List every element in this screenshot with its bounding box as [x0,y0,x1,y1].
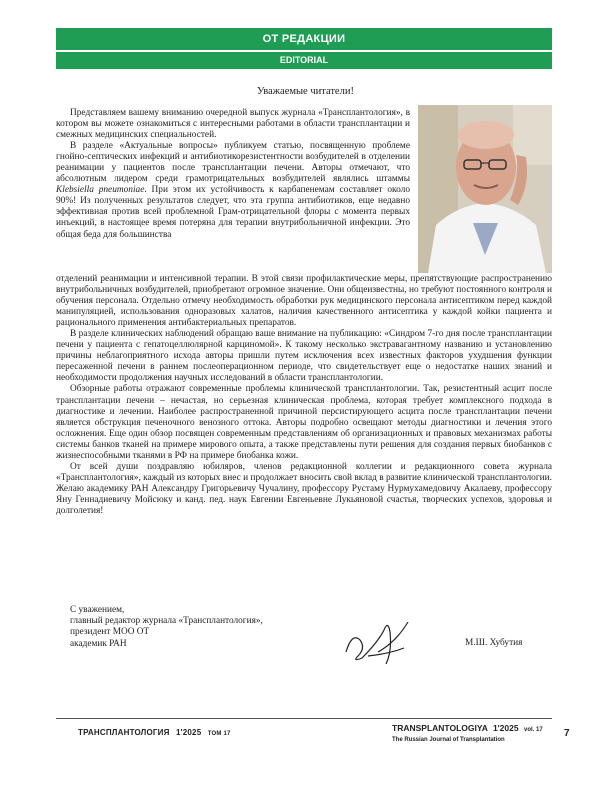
signature-line1: С уважением, [70,605,125,615]
page-number: 7 [564,728,570,739]
greeting: Уважаемые читатели! [257,86,354,97]
paragraph-intro: Представляем вашему вниманию очередной выпуск журнала «Трансплантология», в котором вы можете ознакомиться с интересными работами в области трансплантации и смежных медицинских специальностей. [56,108,410,141]
signature-line4: академик РАН [70,638,127,649]
section-header-ru: ОТ РЕДАКЦИИ [56,28,552,50]
signature-line3: президент МОО ОТ [70,627,150,638]
footer-subtitle: The Russian Journal of Transplantation [392,737,505,743]
footer-left [78,728,231,737]
footer-volume-en: vol. 17 [523,727,543,733]
editor-photo [418,105,552,273]
footer-journal-ru: ТРАНСПЛАНТОЛОГИЯ [78,728,170,737]
footer-journal-en: TRANSPLANTOLOGIYA [392,723,488,733]
paragraph-clinical: В разделе клинических наблюдений обращаю ваше внимание на публикацию: «Синдром 7-го дня после трансплантации печени у пациента с гепатоцеллюлярной карциномой». К такому несколько экстравагантному названию и установлению причины неблагоприятного исхода авторы пришли путем исключения всех известных факторов ухудшения функции пересаженной печени в раннем послеоперационном периоде, что свидетельствует еще о недостатке наших знаний и необходимости продолжения научных исследований в области трансплантологии. [56,329,552,384]
paragraph-text: В разделе «Актуальные вопросы» публикуем статью, посвященную проблеме гнойно-септических инфекций и антибиотикорезистентности возбудителей в отделении реанимации у пациентов после трансплантации печени. Авторы отмечают, что абсолютным лидером среди грамотрицательных возбудителей являлись штаммы [56,141,410,185]
paragraph-text-cont: . При этом их устойчивость к карбапенемам составляет около 90%! Из полученных результатов следует, что эта группа антибиотиков, еще недавно эффективная против всей проблемной Грам-отрицательной флоры с момента первых инъекций, в настоящее время потеряна для терапии внутрибольничной инфекции. Это общая беда для большинства [56,185,410,240]
intro-block [56,108,410,241]
paragraph-actual-questions [56,141,410,240]
footer-issue-en: 1'2025 [492,723,519,733]
footer-divider [56,718,552,719]
footer-volume-ru: ТОМ 17 [207,731,231,737]
section-header-en: EDITORIAL [56,52,552,69]
species-name: Klebsiella pneumoniae [56,185,145,196]
footer-right [392,723,543,733]
signature-line2: главный редактор журнала «Трансплантология», [70,616,263,627]
footer-issue-ru: 1'2025 [176,728,202,737]
main-text-block [56,274,552,517]
handwritten-signature [338,612,418,672]
signature-block [70,605,263,650]
paragraph-continuation: отделений реанимации и интенсивной терапии. В этой связи профилактические меры, препятствующие распространению внутрибольничных возбудителей, приобретают огромное значение. Они общеизвестны, но требуют постоянного контроля и обучения персонала. Отдельно отмечу необходимость обработки рук медицинского персонала антисептиком перед каждой манипуляцией, использования одноразовых халатов, наличия качественного антисептика у каждой койки пациента и рационального применения антибактериальных препаратов. [56,274,552,329]
editor-name: М.Ш. Хубутия [465,638,523,648]
paragraph-reviews: Обзорные работы отражают современные проблемы клинической трансплантологии. Так, резистентный асцит после трансплантации печени – нечастая, но серьезная клиническая проблема, которая требует комплексного подхода в диагностике и лечении. Наиболее распространенной причиной персистирующего асцита после трансплантации печени является обструкция печеночного венозного оттока. Авторы подробно освещают методы диагностики и лечения этого осложнения. Еще один обзор посвящен современным представлениям об организационных и правовых механизмах работы системы банков тканей на примере мирового опыта, а также представлены пути решения для создания первых биобанков с жизнеспособными тканями в РФ на примере биобанка кожи. [56,384,552,461]
paragraph-congratulations: От всей души поздравляю юбиляров, членов редакционной коллегии и редакционного совета журнала «Трансплантология», каждый из которых внес и продолжает вносить свой вклад в развитие клинической трансплантологии. Желаю академику РАН Александру Григорьевичу Чучалину, профессору Рустаму Нурмухамедовичу Акалаеву, профессору Яну Геннадиевичу Мойсюку и канд. пед. наук Евгении Евгеньевне Лукьяновой счастья, творческих успехов, здоровья и долголетия! [56,461,552,516]
